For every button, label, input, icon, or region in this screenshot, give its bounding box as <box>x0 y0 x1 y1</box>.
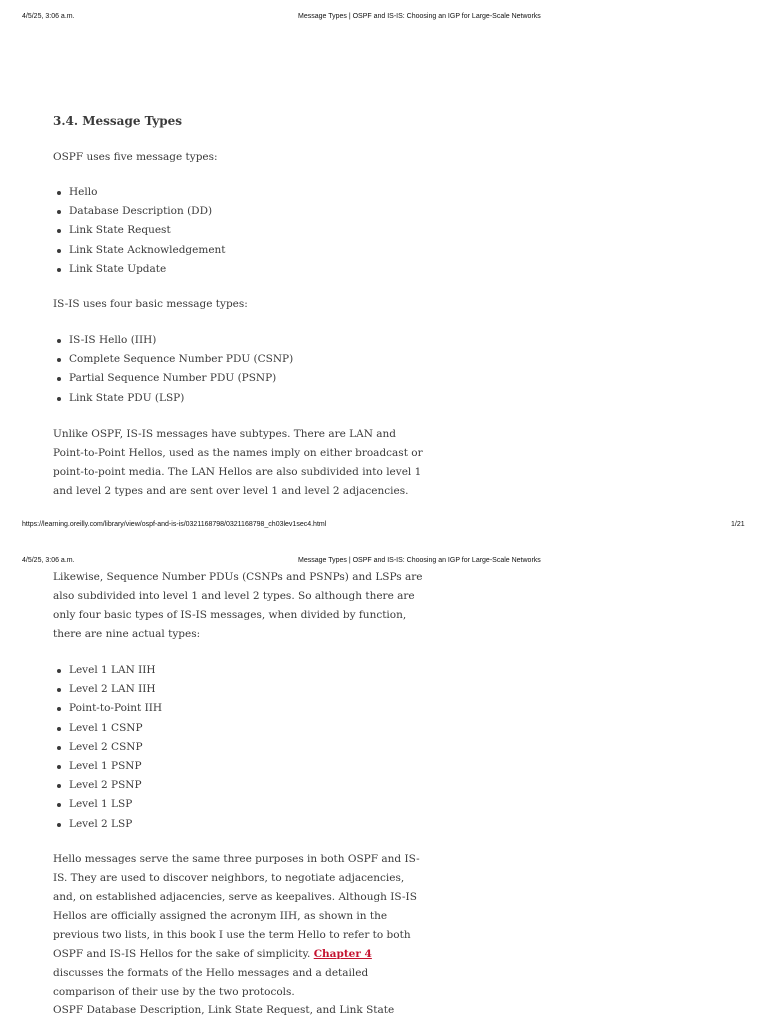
isis-actual-type-item: Point-to-Point IIH <box>53 699 423 718</box>
print-page-title: Message Types | OSPF and IS-IS: Choosing an IGP for Large-Scale Networks <box>298 13 541 20</box>
hello-text-before-link: Hello messages serve the same three purposes in both OSPF and IS-IS. They are used to discover neighbors, to negotiate adjacencies, and, on established adjacencies, serve as keepalives. Although IS-IS Hellos are officially assigned the acronym IIH, as shown in the previous two lists, in this book I use the term Hello to refer to both OSPF and IS-IS Hellos for the sake of simplicity. <box>53 853 420 960</box>
isis-actual-types-list <box>53 661 423 834</box>
ospf-intro: OSPF uses five message types: <box>53 151 218 163</box>
isis-actual-type-item: Level 1 PSNP <box>53 757 423 776</box>
ospf-message-type-item: Database Description (DD) <box>53 202 423 221</box>
isis-intro: IS-IS uses four basic message types: <box>53 298 248 310</box>
ospf-message-type-item: Hello <box>53 183 423 202</box>
isis-actual-type-item: Level 1 LSP <box>53 795 423 814</box>
print-url[interactable]: https://learning.oreilly.com/library/view/ospf-and-is-is/0321168798/0321168798_ch03lev1sec4.html <box>22 521 327 528</box>
isis-message-type-item: IS-IS Hello (IIH) <box>53 331 423 350</box>
ospf-message-type-item: Link State Acknowledgement <box>53 241 423 260</box>
isis-actual-type-item: Level 2 LAN IIH <box>53 680 423 699</box>
likewise-paragraph: Likewise, Sequence Number PDUs (CSNPs and PSNPs) and LSPs are also subdivided into level 1 and level 2 types. So although there are only four basic types of IS-IS messages, when divided by function, there are nine actual types: <box>53 571 423 640</box>
chapter-4-link[interactable]: Chapter 4 <box>313 948 372 960</box>
hello-text-after-link: discusses the formats of the Hello messages and a detailed comparison of their use by the two protocols. <box>53 967 369 998</box>
section-heading: 3.4. Message Types <box>53 114 183 128</box>
isis-actual-type-item: Level 1 LAN IIH <box>53 661 423 680</box>
isis-actual-type-item: Level 2 CSNP <box>53 738 423 757</box>
print-page-title-2: Message Types | OSPF and IS-IS: Choosing an IGP for Large-Scale Networks <box>298 557 541 564</box>
isis-message-types-list <box>53 331 423 408</box>
hello-paragraph <box>53 850 425 1002</box>
isis-actual-type-item: Level 2 LSP <box>53 815 423 834</box>
isis-actual-type-item: Level 1 CSNP <box>53 719 423 738</box>
isis-message-type-item: Complete Sequence Number PDU (CSNP) <box>53 350 423 369</box>
ospf-message-type-item: Link State Request <box>53 221 423 240</box>
ospf-message-types-list <box>53 183 423 279</box>
last-paragraph: OSPF Database Description, Link State Request, and Link State <box>53 1004 395 1016</box>
ospf-message-type-item: Link State Update <box>53 260 423 279</box>
print-page-number: 1/21 <box>731 521 745 528</box>
isis-message-type-item: Partial Sequence Number PDU (PSNP) <box>53 369 423 388</box>
print-timestamp-2: 4/5/25, 3:06 a.m. <box>22 557 75 564</box>
isis-message-type-item: Link State PDU (LSP) <box>53 389 423 408</box>
isis-actual-type-item: Level 2 PSNP <box>53 776 423 795</box>
print-timestamp: 4/5/25, 3:06 a.m. <box>22 13 75 20</box>
subtypes-paragraph: Unlike OSPF, IS-IS messages have subtypes. There are LAN and Point-to-Point Hellos, used as the names imply on either broadcast or point-to-point media. The LAN Hellos are also subdivided into level 1 and level 2 types and are sent over level 1 and level 2 adjacencies. <box>53 428 423 497</box>
